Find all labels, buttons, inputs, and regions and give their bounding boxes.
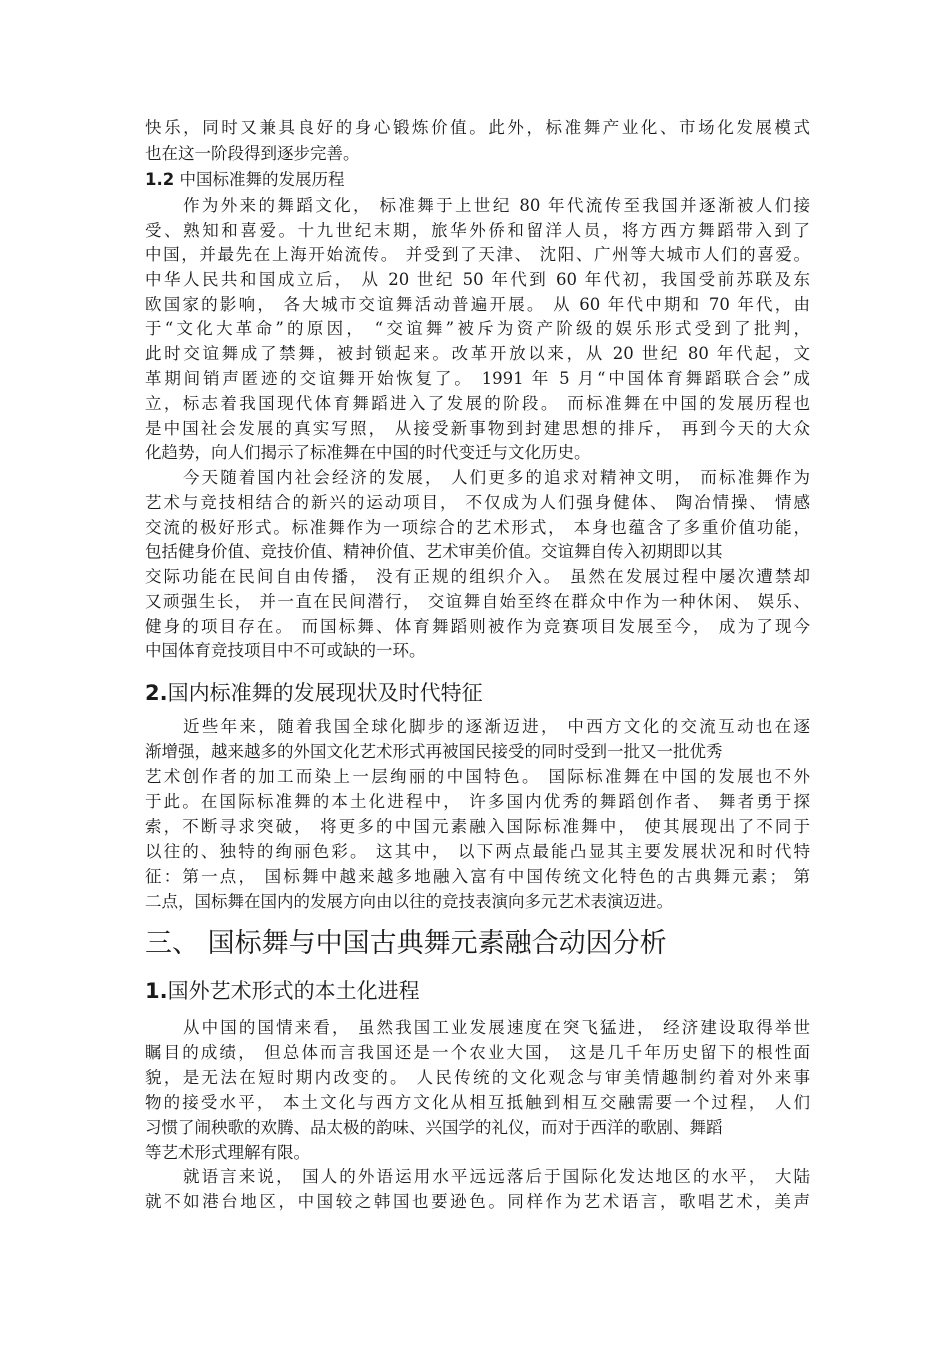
text-line: 是中国社会发展的真实写照， 从接受新事物到封建思想的排斥， 再到今天的大众: [145, 419, 810, 438]
text-line: 征：第一点， 国标舞中越来越多地融入富有中国传统文化特色的古典舞元素； 第: [145, 867, 810, 886]
text-line: 此时交谊舞成了禁舞，被封锁起来。改革开放以来，从 20 世纪 80 年代起，文: [145, 344, 810, 363]
text-line: 貌，是无法在短时期内改变的。 人民传统的文化观念与审美情趣制约着对外来事: [145, 1068, 810, 1087]
text-line: 又顽强生长， 并一直在民间潜行， 交谊舞自始至终在群众中作为一种休闲、 娱乐、: [145, 592, 810, 611]
text-line: 交流的极好形式。标准舞作为一项综合的艺术形式， 本身也蕴含了多重价值功能，: [145, 518, 810, 537]
text-line: 中国体育竞技项目中不可或缺的一环。: [145, 641, 426, 660]
section-heading-2: [145, 680, 483, 706]
text-line: 立，标志着我国现代体育舞蹈进入了发展的阶段。 而标准舞在中国的发展历程也: [145, 394, 810, 413]
heading-number: 1.2: [145, 170, 175, 189]
heading-text: 中国标准舞的发展历程: [174, 170, 345, 189]
text-line: 近些年来，随着我国全球化脚步的逐渐迈进， 中西方文化的交流互动也在逐: [183, 717, 810, 736]
text-line: 从中国的国情来看， 虽然我国工业发展速度在突飞猛进， 经济建设取得举世: [183, 1018, 810, 1037]
text-line: 习惯了闹秧歌的欢腾、品太极的韵味、兴国学的礼仪，而对于西洋的歌剧、舞蹈: [145, 1118, 723, 1137]
text-line: 艺术创作者的加工而染上一层绚丽的中国特色。 国际标准舞在中国的发展也不外: [145, 767, 810, 786]
text-line: 索，不断寻求突破， 将更多的中国元素融入国际标准舞中， 使其展现出了不同于: [145, 817, 810, 836]
text-line: 以往的、独特的绚丽色彩。 这其中， 以下两点最能凸显其主要发展状况和时代特: [145, 842, 810, 861]
text-line: 艺术与竞技相结合的新兴的运动项目， 不仅成为人们强身健体、 陶冶情操、 情感: [145, 493, 810, 512]
text-line: 交际功能在民间自由传播， 没有正规的组织介入。 虽然在发展过程中屡次遭禁却: [145, 567, 810, 586]
text-line: 就语言来说， 国人的外语运用水平远远落后于国际化发达地区的水平， 大陆: [183, 1167, 810, 1186]
text-line: 就不如港台地区，中国较之韩国也要逊色。同样作为艺术语言，歌唱艺术，美声: [145, 1192, 810, 1211]
heading-number: 1.: [145, 979, 168, 1003]
text-line: 等艺术形式理解有限。: [145, 1143, 310, 1162]
text-line: 中华人民共和国成立后， 从 20 世纪 50 年代到 60 年代初，我国受前苏联及东: [145, 270, 810, 289]
text-line: 于此。在国际标准舞的本土化进程中， 许多国内优秀的舞蹈创作者、 舞者勇于探: [145, 792, 810, 811]
text-line: 快乐，同时又兼具良好的身心锻炼价值。此外，标准舞产业化、市场化发展模式: [145, 118, 810, 137]
heading-text: 国内标准舞的发展现状及时代特征: [167, 681, 483, 705]
section-heading-1-2: [145, 170, 344, 190]
text-line: 中国，并最先在上海开始流传。 并受到了天津、 沈阳、广州等大城市人们的喜爱。: [145, 245, 810, 264]
text-line: 二点，国标舞在国内的发展方向由以往的竞技表演向多元艺术表演迈进。: [145, 892, 673, 911]
text-line: 渐增强，越来越多的外国文化艺术形式再被国民接受的同时受到一批又一批优秀: [145, 742, 723, 761]
chapter-heading-3: 三、 国标舞与中国古典舞元素融合动因分析: [145, 928, 667, 959]
text-line: 革期间销声匿迹的交谊舞开始恢复了。 1991 年 5 月“中国体育舞蹈联合会”成: [145, 369, 810, 388]
text-line: 健身的项目存在。 而国标舞、体育舞蹈则被作为竞赛项目发展至今， 成为了现今: [145, 617, 810, 636]
text-line: 也在这一阶段得到逐步完善。: [145, 144, 360, 163]
text-line: 物的接受水平， 本土文化与西方文化从相互抵触到相互交融需要一个过程， 人们: [145, 1093, 810, 1112]
text-line: 包括健身价值、竞技价值、精神价值、艺术审美价值。交谊舞自传入初期即以其: [145, 542, 723, 561]
text-line: 欧国家的影响， 各大城市交谊舞活动普遍开展。 从 60 年代中期和 70 年代，由: [145, 295, 810, 314]
text-line: 于“文化大革命”的原因， “交谊舞”被斥为资产阶级的娱乐形式受到了批判，: [145, 319, 810, 338]
text-line: 受、熟知和喜爱。十九世纪末期，旅华外侨和留洋人员，将方西方舞蹈带入到了: [145, 221, 810, 240]
heading-text: 国外艺术形式的本土化进程: [167, 979, 420, 1003]
text-line: 作为外来的舞蹈文化， 标准舞于上世纪 80 年代流传至我国并逐渐被人们接: [183, 196, 810, 215]
text-line: 化趋势，向人们揭示了标准舞在中国的时代变迁与文化历史。: [145, 443, 591, 462]
heading-number: 2.: [145, 681, 168, 705]
section-heading-3-1: [145, 978, 420, 1004]
text-line: 今天随着国内社会经济的发展， 人们更多的追求对精神文明， 而标准舞作为: [183, 468, 810, 487]
text-line: 瞩目的成绩， 但总体而言我国还是一个农业大国， 这是几千年历史留下的根性面: [145, 1043, 810, 1062]
